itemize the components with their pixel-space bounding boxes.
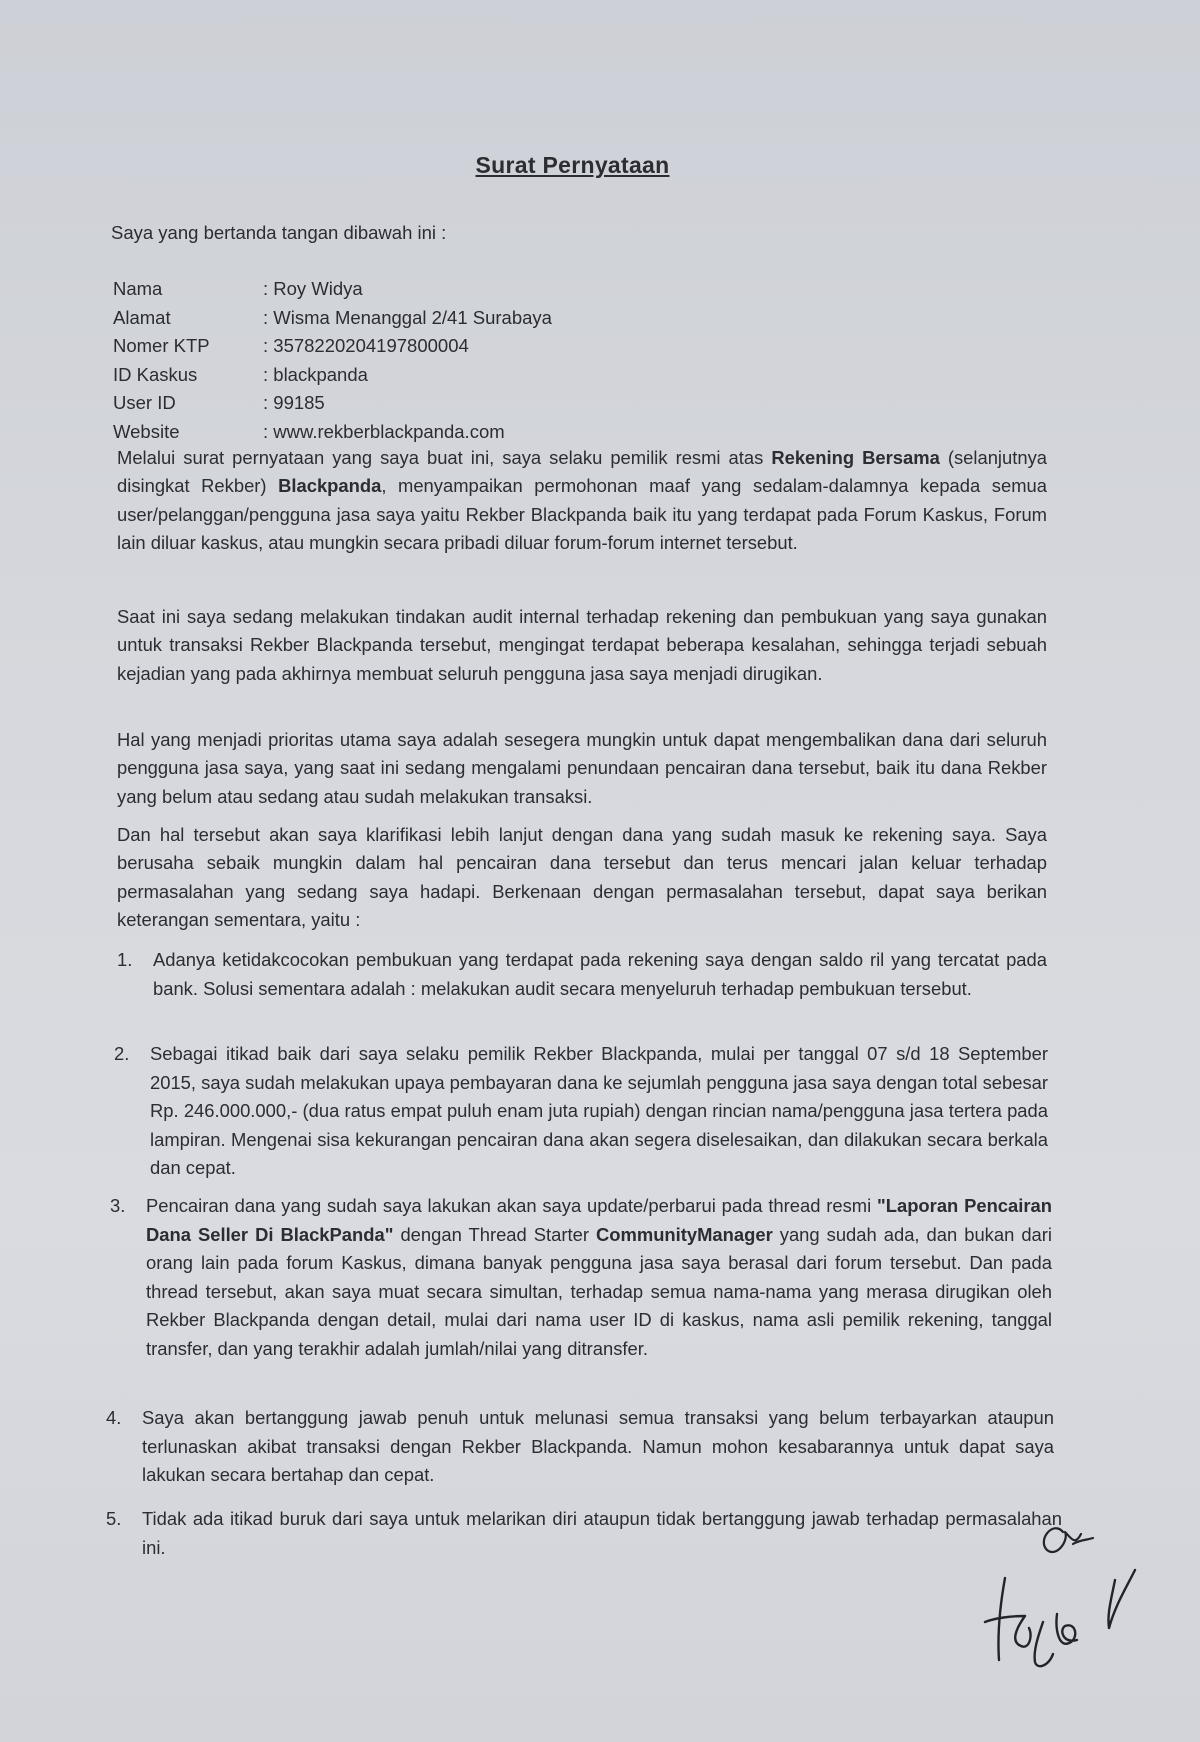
identity-label: User ID	[113, 392, 176, 413]
list-text: Tidak ada itikad buruk dari saya untuk melarikan diri ataupun tidak bertanggung jawab terhadap permasalahan ini.	[142, 1508, 1062, 1558]
identity-row-ktp	[113, 335, 552, 364]
list-item	[106, 1505, 1062, 1562]
paragraph-clarification: Dan hal tersebut akan saya klarifikasi lebih lanjut dengan dana yang sudah masuk ke rekening saya. Saya berusaha sebaik mungkin dalam hal pencairan dana tersebut dan terus mencari jalan keluar terhadap permasalahan yang sedang saya hadapi. Berkenaan dengan permasalahan tersebut, dapat saya berikan keterangan sementara, yaitu :	[117, 824, 1047, 930]
identity-row-id-kaskus	[113, 364, 552, 393]
list-item	[106, 1404, 1054, 1490]
identity-value: : 99185	[263, 392, 325, 413]
identity-value: : Roy Widya	[263, 278, 363, 299]
identity-label: Website	[113, 420, 180, 442]
identity-row-alamat	[113, 307, 552, 336]
bold-term: Rekening Bersama	[771, 447, 940, 468]
list-number: 5.	[106, 1508, 122, 1529]
list-item	[110, 1192, 1052, 1364]
identity-value: : Wisma Menanggal 2/41 Surabaya	[263, 306, 552, 328]
list-text: yang sudah ada, dan bukan dari orang lain pada forum Kaskus, dimana banyak pengguna jasa saya berasal dari forum tersebut. Dan pada thread tersebut, akan saya muat secara simultan, terhadap semua nama-nama yang merasa dirugikan oleh Rekber Blackpanda dengan detail, mulai dari nama user ID di kaskus, nama asli pemilik rekening, tanggal transfer, dan yang terakhir adalah jumlah/nilai yang ditransfer.	[146, 1223, 1052, 1359]
handwritten-signature	[975, 1510, 1175, 1710]
identity-value: : 3578220204197800004	[263, 335, 469, 356]
bold-term: CommunityManager	[595, 1223, 773, 1245]
list-number: 3.	[110, 1195, 126, 1216]
list-text: dengan Thread Starter	[393, 1223, 596, 1245]
paragraph-apology	[117, 444, 1047, 557]
list-item	[114, 1040, 1048, 1183]
identity-table	[113, 278, 552, 449]
bold-term: "Laporan Pencairan Dana Seller Di BlackPanda"	[146, 1195, 1052, 1245]
list-item	[117, 946, 1047, 1003]
document-title: Surat Pernyataan	[475, 152, 670, 178]
list-text: Adanya ketidakcocokan pembukuan yang terdapat pada rekening saya dengan saldo ril yang tercatat pada bank. Solusi sementara adalah : melakukan audit secara menyeluruh terhadap pembukuan tersebut.	[153, 949, 1047, 999]
paragraph-text: , menyampaikan permohonan maaf yang sedalam-dalamnya kepada semua user/pelanggan/pengguna jasa saya yaitu Rekber Blackpanda baik itu yang terdapat pada Forum Kaskus, Forum lain diluar kaskus, atau mungkin secara pribadi diluar forum-forum internet tersebut.	[117, 475, 1047, 553]
paragraph-text: (selanjutnya disingkat Rekber)	[117, 447, 1047, 497]
identity-label: Nama	[113, 278, 163, 299]
identity-label: Alamat	[113, 306, 171, 328]
list-text: Pencairan dana yang sudah saya lakukan akan saya update/perbarui pada thread resmi	[146, 1195, 878, 1216]
list-number: 1.	[117, 949, 133, 970]
identity-row-user-id	[113, 392, 552, 421]
bold-term: Blackpanda	[278, 475, 382, 497]
identity-value: : www.rekberblackpanda.com	[263, 420, 505, 442]
identity-label: Nomer KTP	[113, 335, 210, 356]
identity-row-nama	[113, 278, 552, 307]
list-number: 4.	[106, 1407, 122, 1428]
list-number: 2.	[114, 1043, 130, 1064]
list-text: Sebagai itikad baik dari saya selaku pemilik Rekber Blackpanda, mulai per tanggal 07 s/d 18 September 2015, saya sudah melakukan upaya pembayaran dana ke sejumlah pengguna jasa saya dengan total sebesar Rp. 246.000.000,- (dua ratus empat puluh enam juta rupiah) dengan rincian nama/pengguna jasa tertera pada lampiran. Mengenai sisa kekurangan pencairan dana akan segera diselesaikan, dan dilakukan secara berkala dan cepat.	[150, 1043, 1048, 1179]
intro-text: Saya yang bertanda tangan dibawah ini :	[111, 222, 447, 243]
identity-value: : blackpanda	[263, 363, 368, 385]
list-text: Saya akan bertanggung jawab penuh untuk melunasi semua transaksi yang belum terbayarkan ataupun terlunaskan akibat transaksi dengan Rekber Blackpanda. Namun mohon kesabarannya untuk dapat saya lakukan secara bertahap dan cepat.	[142, 1407, 1054, 1486]
identity-label: ID Kaskus	[113, 363, 198, 385]
paragraph-text: Melalui surat pernyataan yang saya buat ini, saya selaku pemilik resmi atas	[117, 447, 772, 468]
paragraph-audit: Saat ini saya sedang melakukan tindakan audit internal terhadap rekening dan pembukuan yang saya gunakan untuk transaksi Rekber Blackpanda tersebut, mengingat terdapat beberapa kesalahan, sehingga terjadi sebuah kejadian yang pada akhirnya membuat seluruh pengguna jasa saya menjadi dirugikan.	[117, 606, 1047, 684]
paragraph-priority: Hal yang menjadi prioritas utama saya adalah sesegera mungkin untuk dapat mengembalikan dana dari seluruh pengguna jasa saya, yang saat ini sedang mengalami penundaan pencairan dana tersebut, baik itu dana Rekber yang belum atau sedang atau sudah melakukan transaksi.	[117, 729, 1047, 807]
